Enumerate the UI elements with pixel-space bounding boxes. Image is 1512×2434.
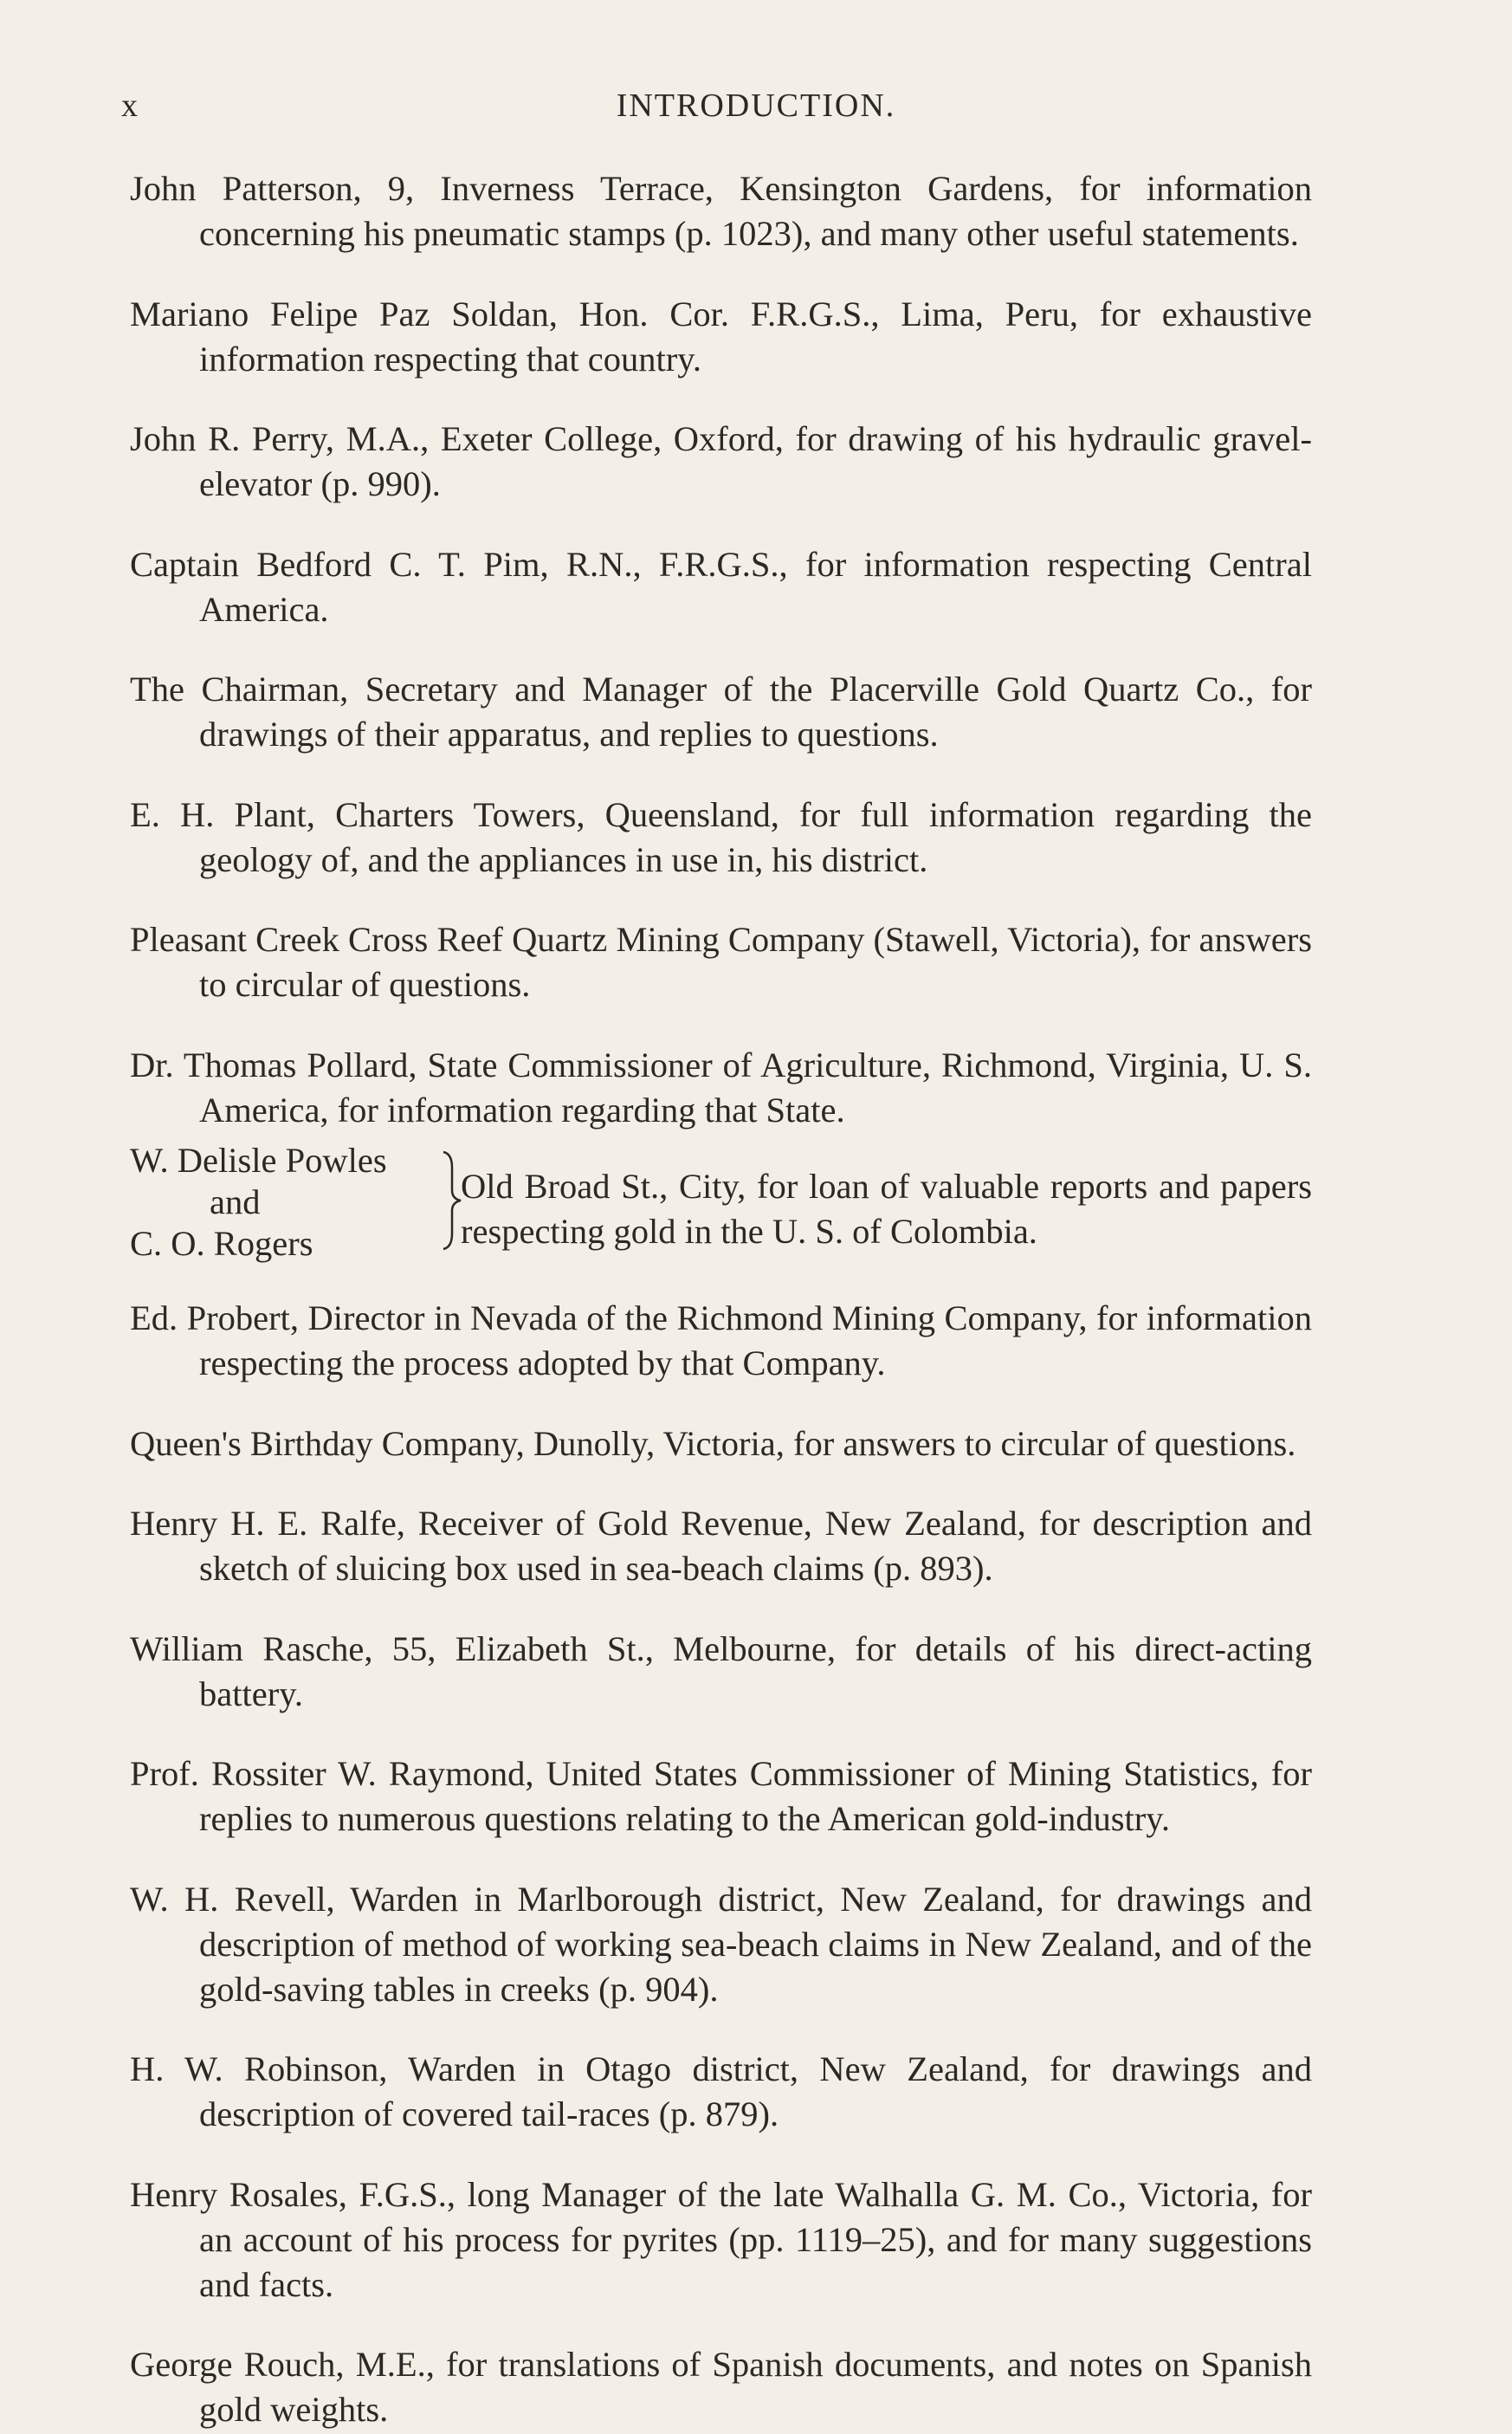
joint-entry <box>130 1138 1312 1261</box>
list-item: Henry Rosales, F.G.S., long Manager of the late Walhalla G. M. Co., Victoria, for an account of his process for pyrites (pp. 1119–25), and for many suggestions and facts. <box>130 2174 1312 2304</box>
joint-name-2: C. O. Rogers <box>130 1223 313 1263</box>
list-item: Dr. Thomas Pollard, State Commissioner of Agriculture, Richmond, Virginia, U. S. America, for information regarding that State. <box>130 1045 1312 1130</box>
joint-entry-text: Old Broad St., City, for loan of valuable reports and papers respecting gold in the U. S. of Colombia. <box>461 1166 1312 1251</box>
acknowledgements-list <box>130 166 1312 2434</box>
list-item: W. H. Revell, Warden in Marlborough district, New Zealand, for drawings and description of method of working sea-beach claims in New Zealand, and of the gold-saving tables in creeks (p. 904). <box>130 1879 1312 2009</box>
list-item: Henry H. E. Ralfe, Receiver of Gold Revenue, New Zealand, for description and sketch of sluicing box used in sea-beach claims (p. 893). <box>130 1504 1312 1588</box>
list-item: George Rouch, M.E., for translations of Spanish documents, and notes on Spanish gold weights. <box>130 2345 1312 2429</box>
list-item: Ed. Probert, Director in Nevada of the Richmond Mining Company, for information respecting the process adopted by that Company. <box>130 1298 1312 1382</box>
list-item: Pleasant Creek Cross Reef Quartz Mining Company (Stawell, Victoria), for answers to circular of questions. <box>130 920 1312 1004</box>
list-item: Mariano Felipe Paz Soldan, Hon. Cor. F.R.G.S., Lima, Peru, for exhaustive information respecting that country. <box>130 294 1312 379</box>
joint-name-1: W. Delisle Powles <box>130 1140 387 1180</box>
running-title: INTRODUCTION. <box>616 87 896 124</box>
joint-connector: and <box>210 1181 261 1221</box>
list-item: William Rasche, 55, Elizabeth St., Melbourne, for details of his direct-acting battery. <box>130 1628 1312 1713</box>
list-item: H. W. Robinson, Warden in Otago district, New Zealand, for drawings and description of covered tail-races (p. 879). <box>130 2049 1312 2133</box>
list-item: Captain Bedford C. T. Pim, R.N., F.R.G.S., for information respecting Central America. <box>130 544 1312 629</box>
list-item: Queen's Birthday Company, Dunolly, Victoria, for answers to circular of questions. <box>130 1423 1296 1463</box>
list-item: Prof. Rossiter W. Raymond, United States Commissioner of Mining Statistics, for replies to numerous questions relating to the American gold-industry. <box>130 1754 1312 1838</box>
list-item: John R. Perry, M.A., Exeter College, Oxford, for drawing of his hydraulic gravel-elevator (p. 990). <box>130 419 1312 503</box>
list-item: John Patterson, 9, Inverness Terrace, Kensington Gardens, for information concerning his pneumatic stamps (p. 1023), and many other useful statements. <box>130 169 1312 253</box>
page-header <box>0 87 1512 139</box>
page-number: x <box>121 87 139 124</box>
list-item: The Chairman, Secretary and Manager of the Placerville Gold Quartz Co., for drawings of their apparatus, and replies to questions. <box>130 670 1312 754</box>
list-item: E. H. Plant, Charters Towers, Queensland, for full information regarding the geology of, and the appliances in use in, his district. <box>130 794 1312 879</box>
